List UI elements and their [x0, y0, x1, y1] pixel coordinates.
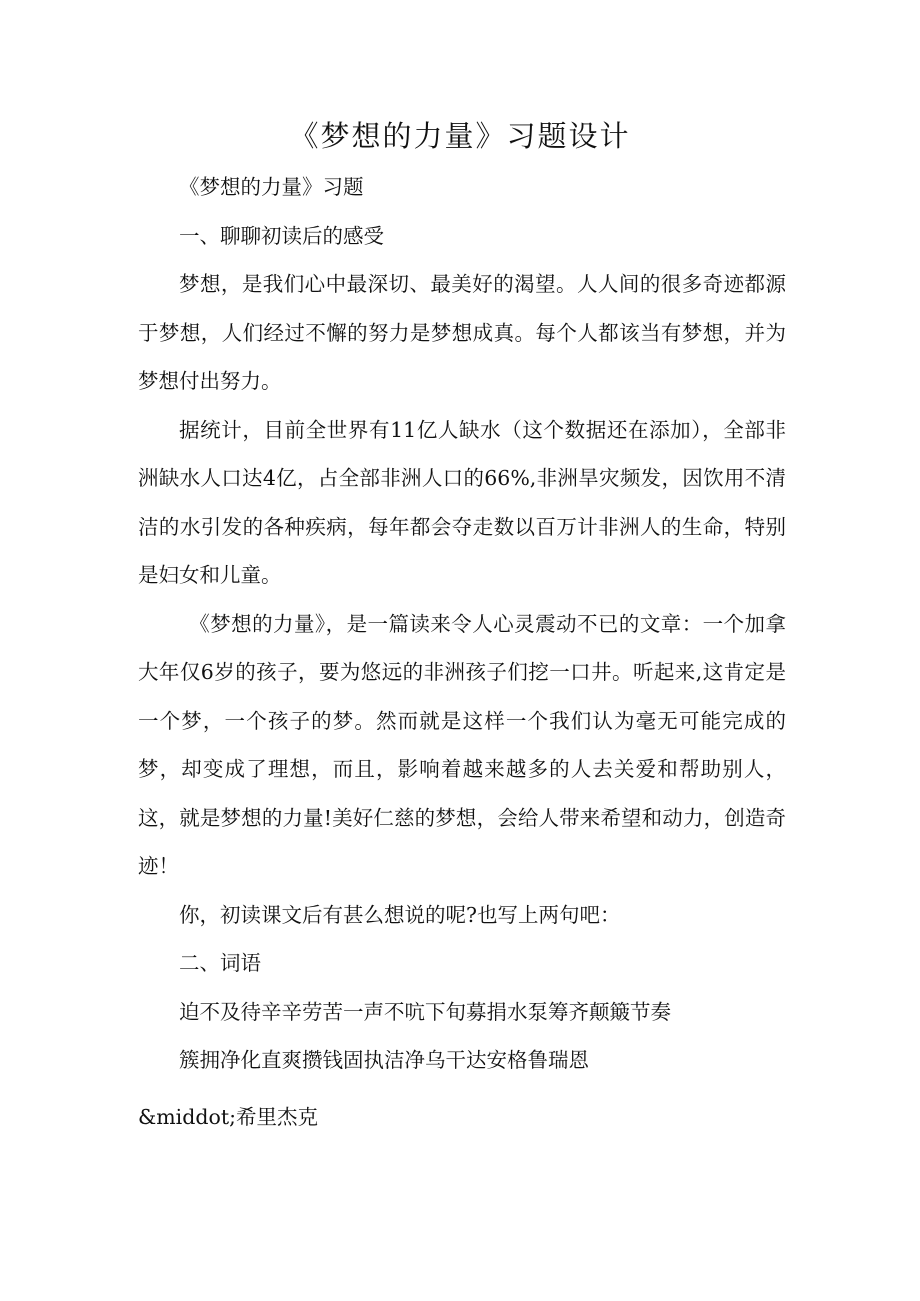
paragraph-article-summary: 《梦想的力量》，是一篇读来令人心灵震动不已的文章：一个加拿大年仅6岁的孩子，要为悠远的非洲孩子们挖一口井。听起来,这肯定是一个梦，一个孩子的梦。然而就是这样一个我们认为毫无可能完成的梦，却变成了理想，而且，影响着越来越多的人去关爱和帮助别人，这，就是梦想的力量!美好仁慈的梦想，会给人带来希望和动力，创造奇迹！	[138, 611, 786, 878]
document-title: 《梦想的力量》习题设计	[289, 119, 631, 153]
paragraph-dream: 梦想，是我们心中最深切、最美好的渴望。人人间的很多奇迹都源于梦想，人们经过不懈的努力是梦想成真。每个人都该当有梦想，并为梦想付出努力。	[138, 272, 786, 393]
section-heading-2: 二、词语	[179, 951, 261, 975]
vocabulary-line-1: 迫不及待辛辛劳苦一声不吭下旬募捐水泵筹齐颠簸节奏	[179, 999, 671, 1024]
question-prompt: 你，初读课文后有甚么想说的呢?也写上两句吧：	[179, 902, 621, 927]
section-heading-1: 一、聊聊初读后的感受	[179, 223, 384, 248]
paragraph-statistics: 据统计，目前全世界有11亿人缺水（这个数据还在添加），全部非洲缺水人口达4亿，占全部非洲人口的66%,非洲旱灾频发，因饮用不清洁的水引发的各种疾病，每年都会夺走数以百万计非洲人的生命，特别是妇女和儿童。	[138, 417, 786, 587]
vocabulary-line-2: 簇拥净化直爽攒钱固执洁净乌干达安格鲁瑞恩	[179, 1048, 589, 1072]
exercise-subtitle: 《梦想的力量》习题	[179, 175, 364, 199]
document-body	[138, 163, 786, 1141]
vocabulary-line-3: &middot;希里杰克	[138, 1104, 318, 1129]
